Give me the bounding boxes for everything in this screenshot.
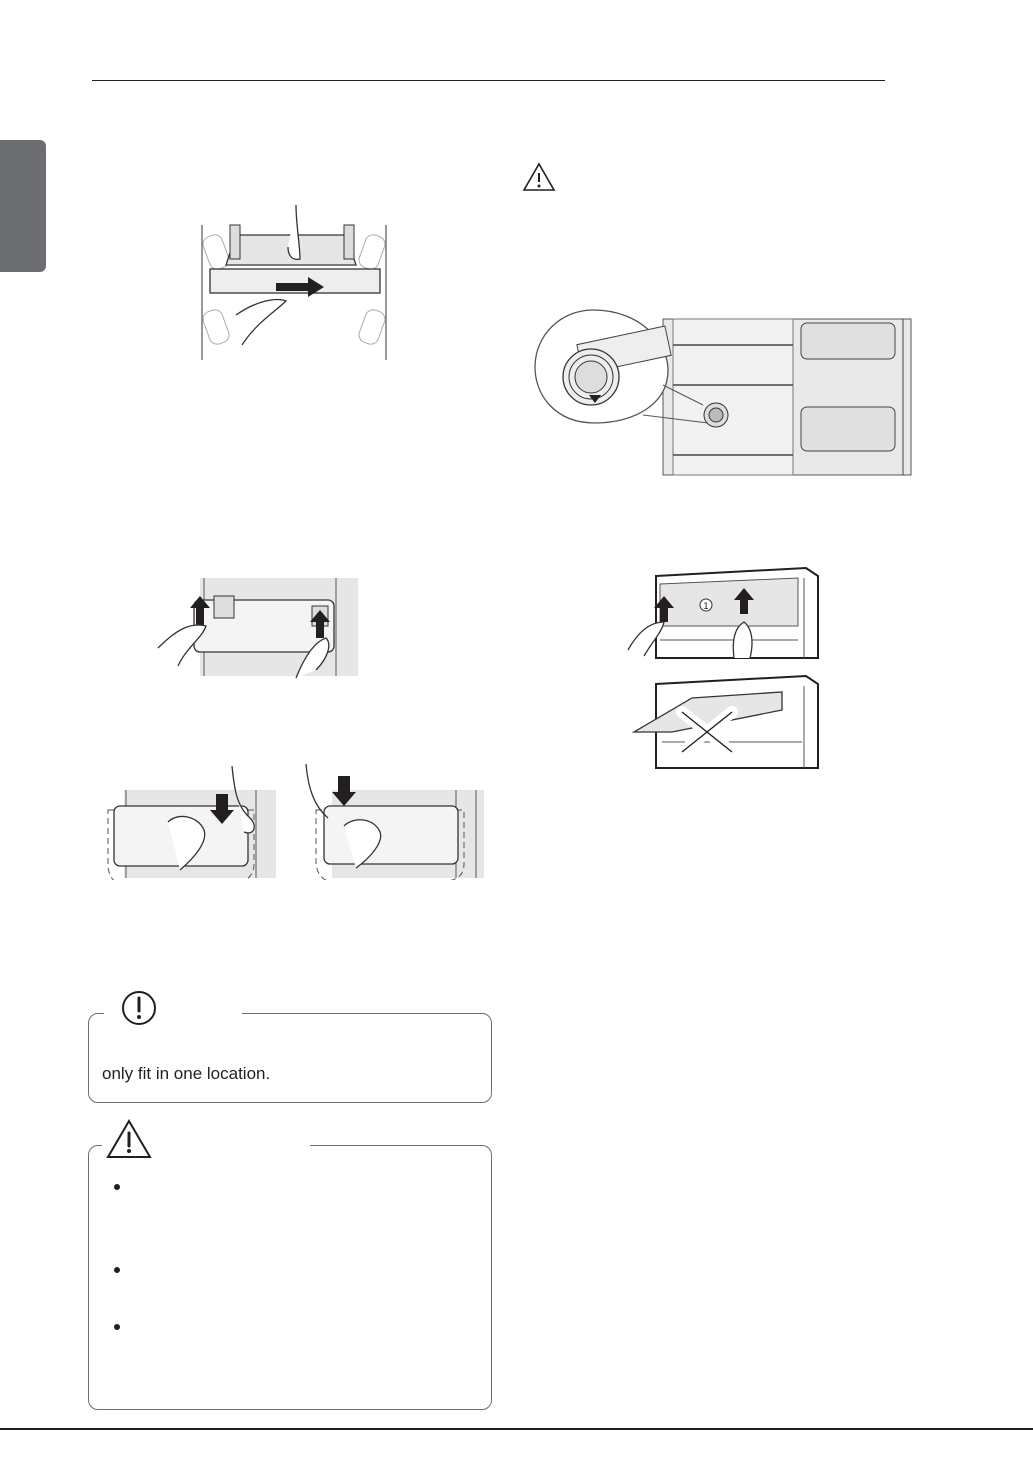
header-rule (92, 80, 885, 81)
caution-bullet (114, 1184, 120, 1190)
incorrect-panel-removal-illustration (632, 674, 822, 770)
step-marker: 1 (703, 602, 709, 612)
language-side-tab (0, 140, 46, 272)
exclamation-circle-icon (120, 989, 158, 1027)
shelf-removal-illustration (196, 205, 392, 363)
warning-triangle-icon (105, 1118, 153, 1160)
fridge-interior-dial-illustration (533, 305, 913, 477)
caution-bullet (114, 1324, 120, 1330)
door-panel-lift-illustration (626, 566, 822, 660)
caution-box (88, 1145, 492, 1410)
caution-bullet (114, 1267, 120, 1273)
warning-triangle-icon (522, 162, 556, 192)
door-bin-lift-illustration (156, 578, 362, 680)
footer-rule (0, 1428, 1033, 1430)
note-text: only fit in one location. (102, 1064, 271, 1083)
bin-insert-left-illustration (104, 766, 280, 880)
bin-insert-right-illustration (304, 762, 486, 880)
